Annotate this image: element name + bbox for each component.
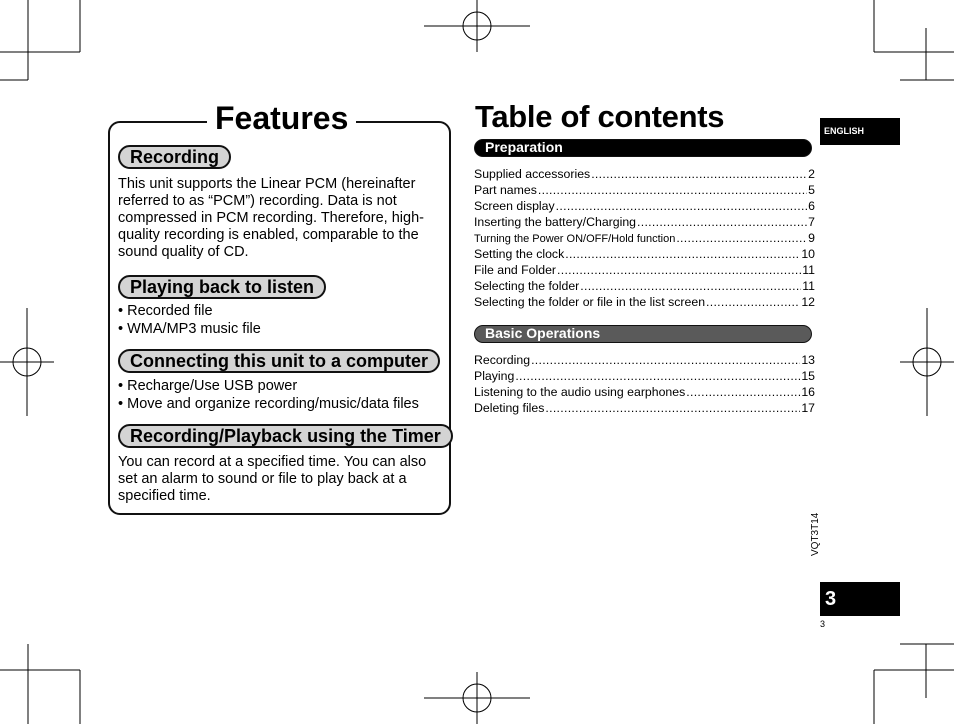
section-heading-timer: Recording/Playback using the Timer [118,424,453,448]
toc-list-basic-operations [474,352,815,416]
connecting-list [118,377,419,413]
toc-entry[interactable] [474,230,815,246]
toc-entry-title: Deleting files [474,401,545,415]
section-heading-recording: Recording [118,145,231,169]
leader-dots [706,294,800,310]
toc-entry-page: 11 [802,279,815,293]
toc-entry-page: 6 [808,199,815,213]
leader-dots [556,198,807,214]
toc-entry-page: 15 [801,369,815,383]
toc-entry-title: Inserting the battery/Charging [474,215,637,229]
toc-entry[interactable] [474,198,815,214]
leader-dots [637,214,807,230]
toc-entry-page: 2 [808,167,815,181]
toc-entry-title: Supplied accessories [474,167,591,181]
toc-entry[interactable] [474,384,815,400]
toc-entry-page: 9 [808,231,815,245]
toc-entry-title: Part names [474,183,537,197]
toc-entry[interactable] [474,262,815,278]
toc-entry[interactable] [474,166,815,182]
timer-description: You can record at a specified time. You can also set an alarm to sound or file to play back at a specified time. [118,454,427,504]
toc-entry[interactable] [474,368,815,384]
leader-dots [557,262,801,278]
toc-entry-page: 5 [808,183,815,197]
toc-entry-page: 10 [801,247,815,261]
list-item: • Move and organize recording/music/data files [118,395,419,413]
leader-dots [580,278,801,294]
leader-dots [686,384,800,400]
section-heading-playing-back: Playing back to listen [118,275,326,299]
features-title: Features [207,100,356,136]
toc-entry-title: File and Folder [474,263,557,277]
leader-dots [591,166,807,182]
leader-dots [538,182,807,198]
toc-entry-page: 16 [801,385,815,399]
toc-entry-page: 11 [802,263,815,277]
toc-title: Table of contents [475,99,725,134]
toc-entry-title: Turning the Power ON/OFF/Hold function [474,233,676,245]
toc-entry-title: Selecting the folder [474,279,580,293]
toc-entry-page: 7 [808,215,815,229]
page-number-tab: 3 [820,582,900,616]
toc-entry[interactable] [474,182,815,198]
toc-entry[interactable] [474,352,815,368]
leader-dots [676,230,807,246]
leader-dots [531,352,800,368]
toc-entry[interactable] [474,278,815,294]
toc-entry[interactable] [474,214,815,230]
toc-entry-page: 12 [801,295,815,309]
toc-section-basic-operations: Basic Operations [474,325,812,343]
toc-entry-title: Listening to the audio using earphones [474,385,686,399]
page-number-small: 3 [820,619,826,629]
playing-back-list [118,302,261,338]
toc-entry[interactable] [474,294,815,310]
section-heading-connecting: Connecting this unit to a computer [118,349,440,373]
list-item: • WMA/MP3 music file [118,320,261,338]
toc-entry[interactable] [474,400,815,416]
list-item: • Recharge/Use USB power [118,377,419,395]
leader-dots [545,400,800,416]
document-code: VQT3T14 [810,512,821,556]
list-item: • Recorded file [118,302,261,320]
toc-entry-title: Setting the clock [474,247,565,261]
recording-description: This unit supports the Linear PCM (hereinafter referred to as “PCM”) recording. Data is not compressed in PCM recording. Therefore, high-quality recording is enabled, comparable to the sound quality of CD. [118,176,424,260]
toc-entry-title: Selecting the folder or file in the list screen [474,295,706,309]
toc-entry-page: 17 [801,401,815,415]
toc-entry-page: 13 [801,353,815,367]
toc-entry-title: Playing [474,369,515,383]
toc-entry-title: Recording [474,353,531,367]
leader-dots [515,368,800,384]
leader-dots [565,246,800,262]
toc-section-preparation: Preparation [474,139,812,157]
toc-entry-title: Screen display [474,199,555,213]
language-tab: ENGLISH [820,118,900,145]
toc-entry[interactable] [474,246,815,262]
toc-list-preparation [474,166,815,310]
